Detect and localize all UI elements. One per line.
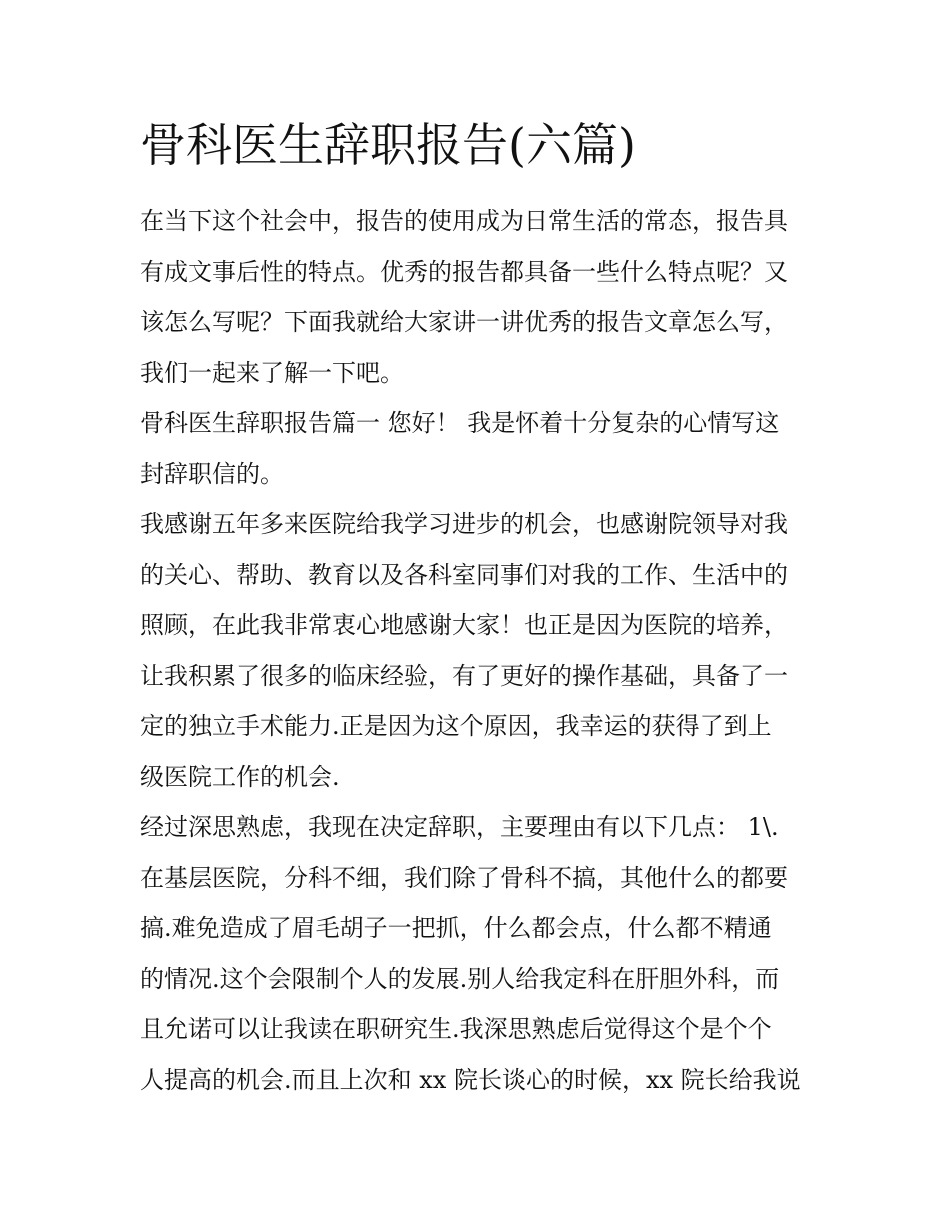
text-line: 的情况.这个会限制个人的发展.别人给我定科在肝胆外科，而: [140, 964, 780, 993]
text-line: 在当下这个社会中，报告的使用成为日常生活的常态，报告具: [140, 207, 788, 235]
document-title: 骨科医生辞职报告(六篇): [140, 118, 636, 172]
text-line: 级医院工作的机会.: [140, 762, 340, 791]
text-line: 照顾，在此我非常衷心地感谢大家！也正是因为医院的培养，: [140, 611, 788, 639]
text-line: 该怎么写呢？下面我就给大家讲一讲优秀的报告文章怎么写，: [140, 308, 788, 336]
text-line: 有成文事后性的特点。优秀的报告都具备一些什么特点呢？又: [140, 257, 788, 286]
text-line: 骨科医生辞职报告篇一 您好！ 我是怀着十分复杂的心情写这: [140, 409, 780, 437]
text-line: 搞.难免造成了眉毛胡子一把抓，什么都会点，什么都不精通: [140, 914, 772, 942]
text-line: 且允诺可以让我读在职研究生.我深思熟虑后觉得这个是个个: [140, 1015, 772, 1043]
text-line: 在基层医院，分科不细，我们除了骨科不搞，其他什么的都要: [140, 863, 788, 892]
text-line: 定的独立手术能力.正是因为这个原因，我幸运的获得了到上: [140, 712, 772, 740]
text-line: 我感谢五年多来医院给我学习进步的机会，也感谢院领导对我: [140, 510, 788, 538]
text-line: 的关心、帮助、教育以及各科室同事们对我的工作、生活中的: [140, 560, 788, 589]
text-line: 我们一起来了解一下吧。: [140, 358, 404, 387]
text-line: 经过深思熟虑，我现在决定辞职，主要理由有以下几点： 1\.: [140, 813, 779, 841]
document-body: [140, 196, 816, 1105]
text-line: 让我积累了很多的临床经验，有了更好的操作基础，具备了一: [140, 661, 788, 690]
text-line: 人提高的机会.而且上次和 xx 院长谈心的时候，xx 院长给我说: [140, 1065, 801, 1094]
text-line: 封辞职信的。: [140, 459, 284, 488]
